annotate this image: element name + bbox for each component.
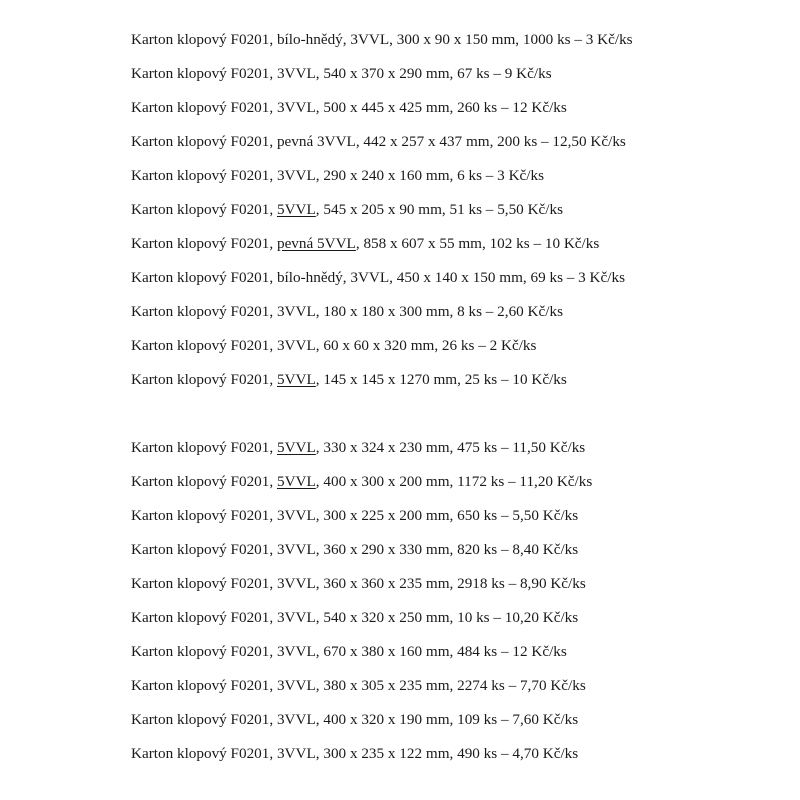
item-text: Karton klopový F0201, 3VVL, 360 x 290 x 330 mm, 820 ks – 8,40 Kč/ks [131, 541, 579, 558]
item-text: Karton klopový F0201, 3VVL, 60 x 60 x 320 mm, 26 ks – 2 Kč/ks [131, 337, 537, 354]
list-item [131, 676, 771, 710]
item-text: Karton klopový F0201, 3VVL, 360 x 360 x 235 mm, 2918 ks – 8,90 Kč/ks [131, 575, 586, 592]
list-item [131, 336, 771, 370]
list-item [131, 64, 771, 98]
list-item [131, 506, 771, 540]
list-item [131, 574, 771, 608]
list-item [131, 370, 771, 404]
item-text: Karton klopový F0201, 3VVL, 670 x 380 x 160 mm, 484 ks – 12 Kč/ks [131, 643, 567, 660]
list-item [131, 710, 771, 744]
list-item [131, 744, 771, 778]
item-text-rest: , 145 x 145 x 1270 mm, 25 ks – 10 Kč/ks [315, 371, 567, 388]
list-item [131, 132, 771, 166]
item-text: Karton klopový F0201, 3VVL, 290 x 240 x 160 mm, 6 ks – 3 Kč/ks [131, 167, 545, 184]
list-item [131, 268, 771, 302]
underlined-material: 5VVL [276, 473, 316, 490]
product-list-document [131, 30, 771, 778]
section-spacer [131, 404, 771, 438]
list-item [131, 472, 771, 506]
underlined-material: pevná 5VVL [276, 235, 356, 252]
item-text: Karton klopový F0201, 3VVL, 500 x 445 x 425 mm, 260 ks – 12 Kč/ks [131, 99, 567, 116]
item-text-rest: , 545 x 205 x 90 mm, 51 ks – 5,50 Kč/ks [315, 201, 564, 218]
item-text: Karton klopový F0201, 3VVL, 540 x 320 x 250 mm, 10 ks – 10,20 Kč/ks [131, 609, 579, 626]
item-text-rest: , 858 x 607 x 55 mm, 102 ks – 10 Kč/ks [355, 235, 600, 252]
list-item [131, 540, 771, 574]
item-text: Karton klopový F0201, [131, 473, 277, 490]
item-text: Karton klopový F0201, 3VVL, 180 x 180 x 300 mm, 8 ks – 2,60 Kč/ks [131, 303, 563, 320]
item-text: Karton klopový F0201, bílo-hnědý, 3VVL, 300 x 90 x 150 mm, 1000 ks – 3 Kč/ks [131, 31, 633, 48]
item-text: Karton klopový F0201, 3VVL, 300 x 225 x 200 mm, 650 ks – 5,50 Kč/ks [131, 507, 579, 524]
list-item [131, 608, 771, 642]
item-text: Karton klopový F0201, 3VVL, 380 x 305 x 235 mm, 2274 ks – 7,70 Kč/ks [131, 677, 586, 694]
list-item [131, 30, 771, 64]
item-text: Karton klopový F0201, [131, 371, 277, 388]
list-item [131, 642, 771, 676]
underlined-material: 5VVL [276, 201, 316, 218]
item-text: Karton klopový F0201, pevná 3VVL, 442 x 257 x 437 mm, 200 ks – 12,50 Kč/ks [131, 133, 626, 150]
item-text-rest: , 330 x 324 x 230 mm, 475 ks – 11,50 Kč/ks [315, 439, 586, 456]
item-text: Karton klopový F0201, [131, 439, 277, 456]
item-text: Karton klopový F0201, 3VVL, 540 x 370 x 290 mm, 67 ks – 9 Kč/ks [131, 65, 552, 82]
list-item [131, 234, 771, 268]
item-text: Karton klopový F0201, 3VVL, 400 x 320 x 190 mm, 109 ks – 7,60 Kč/ks [131, 711, 579, 728]
list-item [131, 166, 771, 200]
item-text: Karton klopový F0201, [131, 235, 277, 252]
list-item [131, 200, 771, 234]
list-item [131, 98, 771, 132]
list-item [131, 438, 771, 472]
underlined-material: 5VVL [276, 439, 316, 456]
underlined-material: 5VVL [276, 371, 316, 388]
list-item [131, 302, 771, 336]
item-text-rest: , 400 x 300 x 200 mm, 1172 ks – 11,20 Kč/ks [315, 473, 593, 490]
item-text: Karton klopový F0201, bílo-hnědý, 3VVL, 450 x 140 x 150 mm, 69 ks – 3 Kč/ks [131, 269, 625, 286]
item-text: Karton klopový F0201, [131, 201, 277, 218]
item-text: Karton klopový F0201, 3VVL, 300 x 235 x 122 mm, 490 ks – 4,70 Kč/ks [131, 745, 579, 762]
